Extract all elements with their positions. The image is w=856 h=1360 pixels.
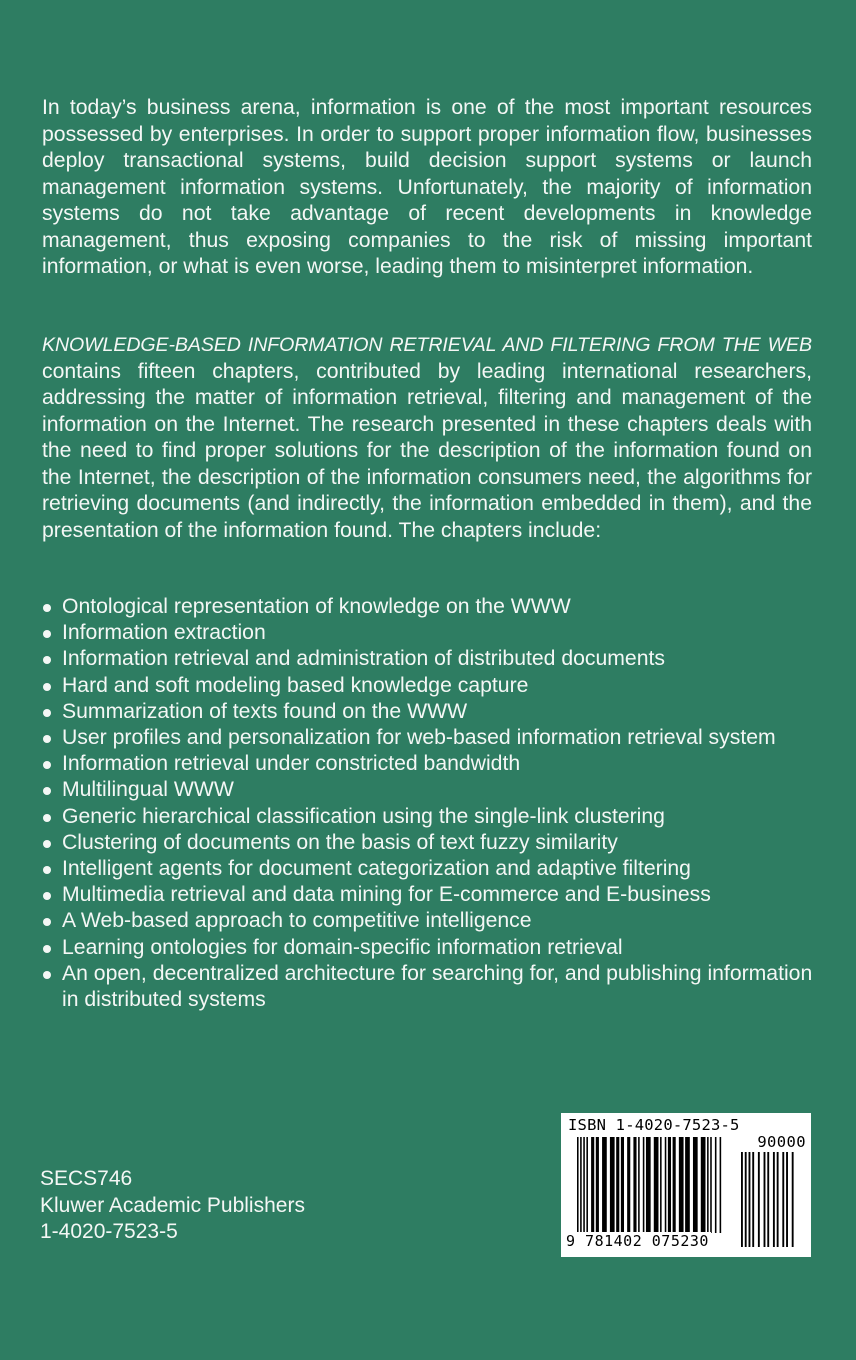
barcode-bar <box>752 1152 754 1247</box>
chapter-title: Learning ontologies for domain-specific information retrieval <box>62 935 623 959</box>
chapter-item <box>42 804 832 830</box>
bullet-icon <box>43 604 51 612</box>
barcode-bar <box>749 1152 751 1247</box>
barcode-bar <box>668 1137 671 1233</box>
barcode-bar <box>745 1152 747 1247</box>
chapter-item <box>42 699 832 725</box>
barcode-bar <box>596 1137 599 1233</box>
barcode <box>561 1113 811 1257</box>
barcode-bar <box>591 1137 594 1233</box>
bullet-icon <box>43 866 51 874</box>
description-paragraph <box>42 332 812 544</box>
barcode-bar <box>715 1137 717 1233</box>
barcode-bar <box>693 1137 698 1233</box>
barcode-price-code: 90000 <box>757 1133 806 1151</box>
bullet-icon <box>43 761 51 769</box>
chapter-title: Generic hierarchical classification using the single-link clustering <box>62 804 665 828</box>
barcode-bar <box>710 1137 712 1233</box>
chapter-item <box>42 961 832 1013</box>
chapter-title: An open, decentralized architecture for searching for, and publishing information in distributed systems <box>62 961 813 1012</box>
barcode-bar <box>633 1137 636 1233</box>
barcode-bar <box>741 1152 743 1247</box>
chapter-item <box>42 830 832 856</box>
book-title: KNOWLEDGE-BASED INFORMATION RETRIEVAL AND FILTERING FROM THE WEB <box>42 334 812 356</box>
bullet-icon <box>43 840 51 848</box>
barcode-bar <box>707 1137 709 1233</box>
barcode-bar <box>646 1137 651 1233</box>
barcode-bar <box>764 1152 766 1247</box>
bullet-icon <box>43 945 51 953</box>
bullet-icon <box>43 683 51 691</box>
chapter-item <box>42 751 832 777</box>
imprint-isbn: 1-4020-7523-5 <box>40 1220 178 1243</box>
chapter-item <box>42 935 832 961</box>
chapter-title: Information extraction <box>62 621 266 645</box>
barcode-addon-bars <box>741 1152 803 1247</box>
bullet-icon <box>43 918 51 926</box>
bullet-icon <box>43 735 51 743</box>
chapter-title: Multimedia retrieval and data mining for E-commerce and E-business <box>62 883 711 907</box>
barcode-bar <box>673 1137 676 1233</box>
barcode-bar <box>773 1152 775 1247</box>
bullet-icon <box>43 787 51 795</box>
barcode-bar <box>701 1137 706 1233</box>
chapter-title: Clustering of documents on the basis of text fuzzy similarity <box>62 830 618 854</box>
chapter-item <box>42 594 832 620</box>
barcode-bar <box>627 1137 630 1233</box>
series-code: SECS746 <box>40 1167 133 1190</box>
chapter-list <box>42 594 832 1013</box>
bullet-icon <box>43 971 51 979</box>
barcode-bar <box>767 1152 769 1247</box>
barcode-bar <box>643 1137 645 1233</box>
imprint <box>40 1166 305 1246</box>
barcode-bar <box>616 1137 619 1233</box>
barcode-bar <box>586 1137 588 1233</box>
chapter-item <box>42 725 832 751</box>
bullet-icon <box>43 656 51 664</box>
description-text: contains fifteen chapters, contributed by leading international researchers, addressing the matter of information retrieval, filtering and management of the information on the Internet. The research presented in these chapters deals with the need to find proper solutions for the description of the information found on the Internet, the description of the information consumers need, the algorithms for retrieving documents (and indirectly, the information embedded in them), and the presentation of the information found. The chapters include: <box>42 359 812 542</box>
chapter-item <box>42 673 832 699</box>
intro-paragraph: In today’s business arena, information is one of the most important resources possessed by enterprises. In order to support proper information flow, businesses deploy transactional systems, build decision support systems or launch management information systems. Unfortunately, the majority of information systems do not take advantage of recent developments in knowledge management, thus exposing companies to the risk of missing important information, or what is even worse, leading them to misinterpret information. <box>42 96 812 278</box>
chapter-title: User profiles and personalization for web-based information retrieval system <box>62 726 776 750</box>
barcode-bar <box>580 1137 582 1245</box>
barcode-main-bars <box>577 1137 729 1247</box>
chapter-title: Information retrieval and administration of distributed documents <box>62 647 665 671</box>
chapter-title: Hard and soft modeling based knowledge capture <box>62 673 529 697</box>
chapter-title: Summarization of texts found on the WWW <box>62 699 468 723</box>
barcode-ean-digits: 9 781402 075230 <box>566 1232 709 1250</box>
chapter-item <box>42 856 832 882</box>
barcode-bar <box>720 1137 722 1233</box>
chapter-title: Intelligent agents for document categorization and adaptive filtering <box>62 857 691 881</box>
barcode-bar <box>685 1137 690 1233</box>
barcode-bar <box>583 1137 585 1233</box>
barcode-bar <box>665 1137 667 1233</box>
barcode-bar <box>602 1137 607 1233</box>
barcode-isbn-label: ISBN 1-4020-7523-5 <box>568 1116 740 1134</box>
barcode-bar <box>758 1152 760 1247</box>
bullet-icon <box>43 814 51 822</box>
chapter-item <box>42 646 832 672</box>
chapter-title: Ontological representation of knowledge on the WWW <box>62 595 571 618</box>
barcode-bar <box>638 1137 640 1233</box>
bullet-icon <box>43 892 51 900</box>
barcode-bar <box>654 1137 659 1233</box>
publisher-name: Kluwer Academic Publishers <box>40 1193 305 1217</box>
barcode-bar <box>660 1137 662 1233</box>
chapter-item <box>42 777 832 803</box>
chapter-title: Multilingual WWW <box>62 778 234 802</box>
bullet-icon <box>43 630 51 638</box>
chapter-item <box>42 908 832 934</box>
barcode-bar <box>621 1137 624 1233</box>
barcode-bar <box>679 1137 684 1233</box>
barcode-bar <box>786 1152 788 1247</box>
chapter-item <box>42 620 832 646</box>
chapter-item <box>42 882 832 908</box>
barcode-bar <box>782 1152 784 1247</box>
barcode-bar <box>610 1137 615 1233</box>
chapter-title: A Web-based approach to competitive intelligence <box>62 909 532 933</box>
barcode-bar <box>577 1137 579 1245</box>
barcode-bar <box>777 1152 779 1247</box>
bullet-icon <box>43 709 51 717</box>
barcode-bar <box>792 1152 794 1247</box>
chapter-title: Information retrieval under constricted bandwidth <box>62 752 521 776</box>
